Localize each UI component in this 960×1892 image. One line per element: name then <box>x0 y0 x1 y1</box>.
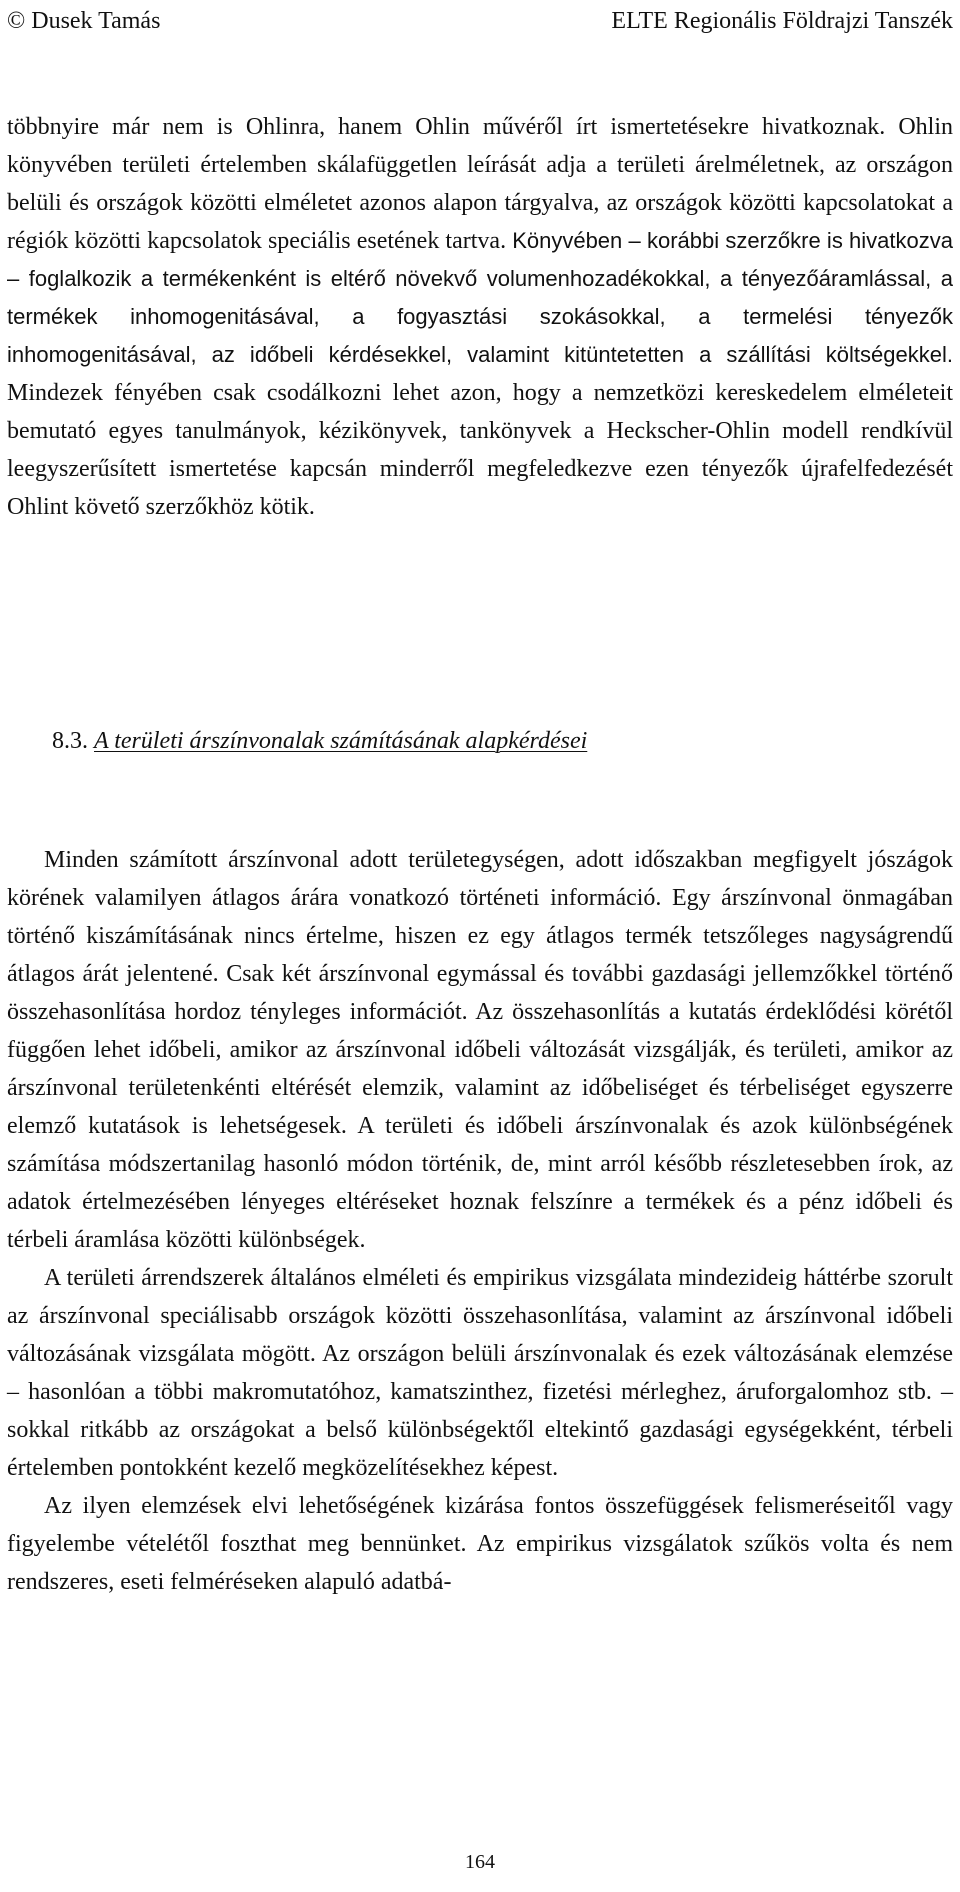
text-block-lower <box>7 841 953 1601</box>
paragraph-3: A területi árrendszerek általános elméleti és empirikus vizsgálata mindezideig háttérbe szorult az árszínvonal speciálisabb országok közötti összehasonlítása, valamint az árszínvonal időbeli változásának vizsgálata mögött. Az országon belüli árszínvonalak és ezek változásának elemzése – hasonlóan a többi makromutatóhoz, kamatszinthez, fizetési mérleghez, áruforgalomhoz stb. – sokkal ritkább az országokat a belső különbségektől eltekintő gazdasági egységekként, térbeli értelemben pontokként kezelő megközelítésekhez képest. <box>7 1265 953 1481</box>
paragraph-1-part-a: többnyire már nem is Ohlinra, hanem Ohlin művéről írt ismertetésekre hivatkoznak. Ohlin könyvében területi értelemben skálafüggetlen leírását adja a területi árelméletnek, az országon belüli és országok közötti elméletet azonos alapon tárgyalva, az országok közötti kapcsolatokat a régiók közötti kapcsolatok speciális esetének tartva. <box>7 114 953 254</box>
page-number: 164 <box>465 1851 495 1873</box>
paragraph-1 <box>7 108 953 526</box>
section-number: 8.3. <box>52 728 88 754</box>
department-name: ELTE Regionális Földrajzi Tanszék <box>611 8 953 34</box>
paragraph-1-part-b: Könyvében – korábbi szerzőkre is hivatkozva – foglalkozik a termékenként is eltérő növekvő volumenhozadékokkal, a tényezőáramlással, a termékek inhomogenitásával, a fogyasztási szokásokkal, a termelési tényezők inhomogenitásával, az időbeli kérdésekkel, valamint kitüntetetten a szállítási költségekkel. <box>7 228 953 367</box>
section-title: A területi árszínvonalak számításának alapkérdései <box>94 728 588 754</box>
section-heading <box>52 722 587 760</box>
paragraph-2: Minden számított árszínvonal adott területegységen, adott időszakban megfigyelt jószágok körének valamilyen átlagos árára vonatkozó történeti információ. Egy árszínvonal önmagában történő kiszámításának nincs értelme, hiszen ez egy átlagos termék tetszőleges nagyságrendű átlagos árát jelentené. Csak két árszínvonal egymással és további gazdasági jellemzőkkel történő összehasonlítása hordoz tényleges információt. Az összehasonlítás a kutatás érdeklődési körétől függően lehet időbeli, amikor az árszínvonal időbeli változását vizsgálják, és területi, amikor az árszínvonal területenkénti eltérését elemzik, valamint az időbeliséget és térbeliséget egyszerre elemző kutatások is lehetségesek. A területi és időbeli árszínvonalak és azok különbségének számítása módszertanilag hasonló módon történik, de, mint arról később részletesebben írok, az adatok értelmezésében lényeges eltéréseket hoznak felszínre a termékek és a pénz időbeli és térbeli áramlása közötti különbségek. <box>7 847 953 1253</box>
running-header <box>7 4 953 38</box>
paragraph-1-part-c: Mindezek fényében csak csodálkozni lehet azon, hogy a nemzetközi kereskedelem elméleteit bemutató egyes tanulmányok, kézikönyvek, tankönyvek a Heckscher-Ohlin modell rendkívül leegyszerűsített ismertetése kapcsán minderről megfeledkezve ezen tényezők újrafelfedezését Ohlint követő szerzőkhöz kötik. <box>7 380 953 520</box>
paragraph-4: Az ilyen elemzések elvi lehetőségének kizárása fontos összefüggések felismeréseitől vagy figyelembe vételétől foszthat meg bennünket. Az empirikus vizsgálatok szűkös volta és nem rendszeres, eseti felméréseken alapuló adatbá- <box>7 1493 953 1595</box>
copyright-author: © Dusek Tamás <box>7 8 161 34</box>
text-block-upper <box>7 108 953 526</box>
